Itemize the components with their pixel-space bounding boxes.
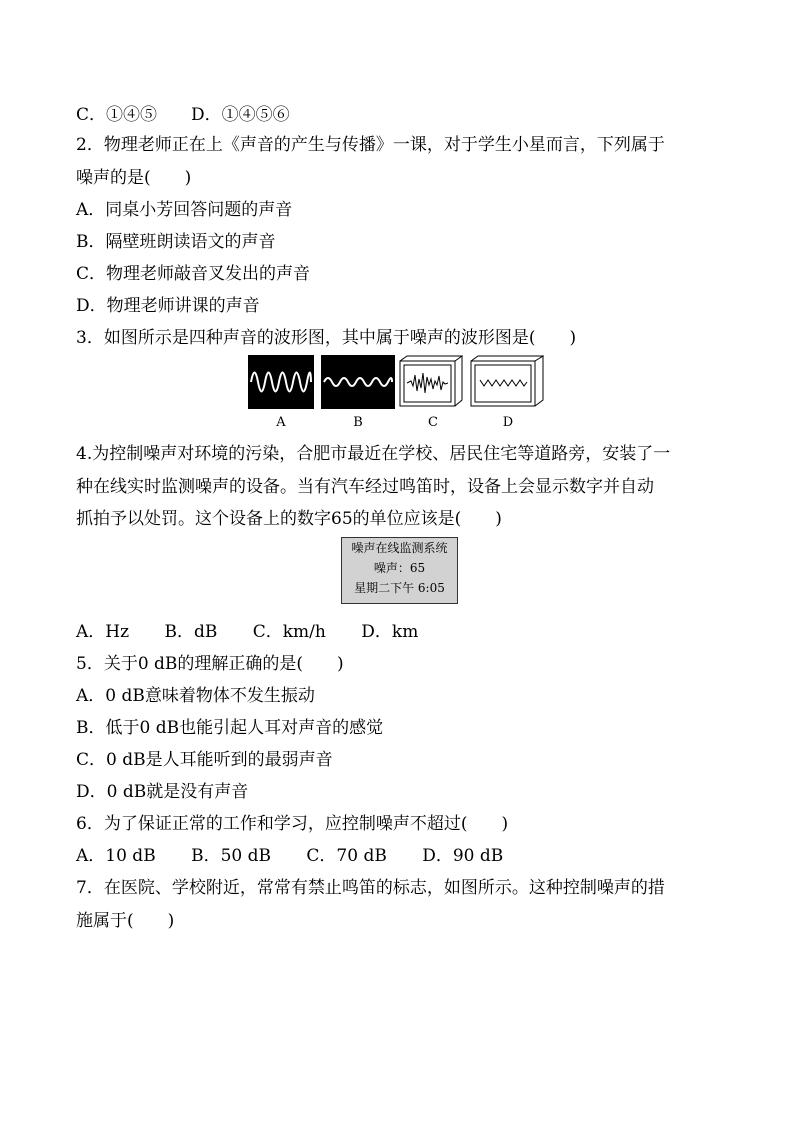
waveform-d (470, 355, 544, 409)
question-6-option-b: B．50 dB (191, 846, 271, 866)
waveform-label-c: C (428, 415, 438, 430)
question-5-option-c: C．0 dB是人耳能听到的最弱声音 (76, 750, 333, 770)
question-4-option-a: A．Hz (76, 622, 130, 642)
question-4-stem-cont2: 抓拍予以处罚。这个设备上的数字65的单位应该是( ) (76, 509, 502, 529)
line-c-d-options: C．①④⑤ D．①④⑤⑥ (76, 105, 290, 125)
question-5-option-a: A．0 dB意味着物体不发生振动 (76, 686, 315, 706)
device-time: 星期二下午 6:05 (354, 581, 445, 595)
question-2-stem-cont: 噪声的是( ) (76, 168, 192, 188)
question-4-stem-cont1: 种在线实时监测噪声的设备。当有汽车经过鸣笛时，设备上会显示数字并自动 (76, 477, 654, 497)
waveform-b (321, 355, 395, 409)
question-4-options (76, 621, 418, 643)
question-6-option-a: A．10 dB (76, 846, 156, 866)
question-2-option-a: A．同桌小芳回答问题的声音 (76, 200, 293, 220)
question-6-options (76, 845, 503, 867)
noise-monitor-display (341, 537, 458, 604)
waveform-figure (248, 355, 548, 431)
question-5-option-b: B．低于0 dB也能引起人耳对声音的感觉 (76, 718, 384, 738)
question-4-stem: 4.为控制噪声对环境的污染，合肥市最近在学校、居民住宅等道路旁，安装了一 (76, 444, 671, 464)
question-6-stem: 6．为了保证正常的工作和学习，应控制噪声不超过( ) (76, 814, 509, 834)
question-4-option-c: C．km/h (252, 622, 326, 642)
waveform-label-b: B (353, 415, 363, 430)
waveform-c (399, 355, 463, 409)
question-2-option-b: B．隔壁班朗读语文的声音 (76, 232, 276, 252)
question-7-stem-cont: 施属于( ) (76, 911, 175, 931)
device-title: 噪声在线监测系统 (351, 541, 448, 555)
question-5-stem: 5．关于0 dB的理解正确的是( ) (76, 654, 344, 674)
question-3-stem: 3．如图所示是四种声音的波形图，其中属于噪声的波形图是( ) (76, 328, 577, 348)
question-6-option-c: C．70 dB (306, 846, 387, 866)
waveform-label-a: A (276, 415, 286, 430)
question-2-stem: 2．物理老师正在上《声音的产生与传播》一课，对于学生小星而言，下列属于 (76, 135, 665, 155)
waveform-label-d: D (502, 415, 514, 430)
question-4-option-b: B．dB (164, 622, 218, 642)
question-6-option-d: D．90 dB (422, 846, 504, 866)
question-5-option-d: D．0 dB就是没有声音 (76, 782, 249, 802)
question-7-stem: 7．在医院、学校附近，常常有禁止鸣笛的标志，如图所示。这种控制噪声的措 (76, 878, 665, 898)
device-reading: 噪声：65 (373, 561, 426, 575)
question-2-option-d: D．物理老师讲课的声音 (76, 296, 260, 316)
question-2-option-c: C．物理老师敲音叉发出的声音 (76, 264, 311, 284)
question-4-option-d: D．km (361, 622, 419, 642)
waveform-a (248, 355, 314, 409)
